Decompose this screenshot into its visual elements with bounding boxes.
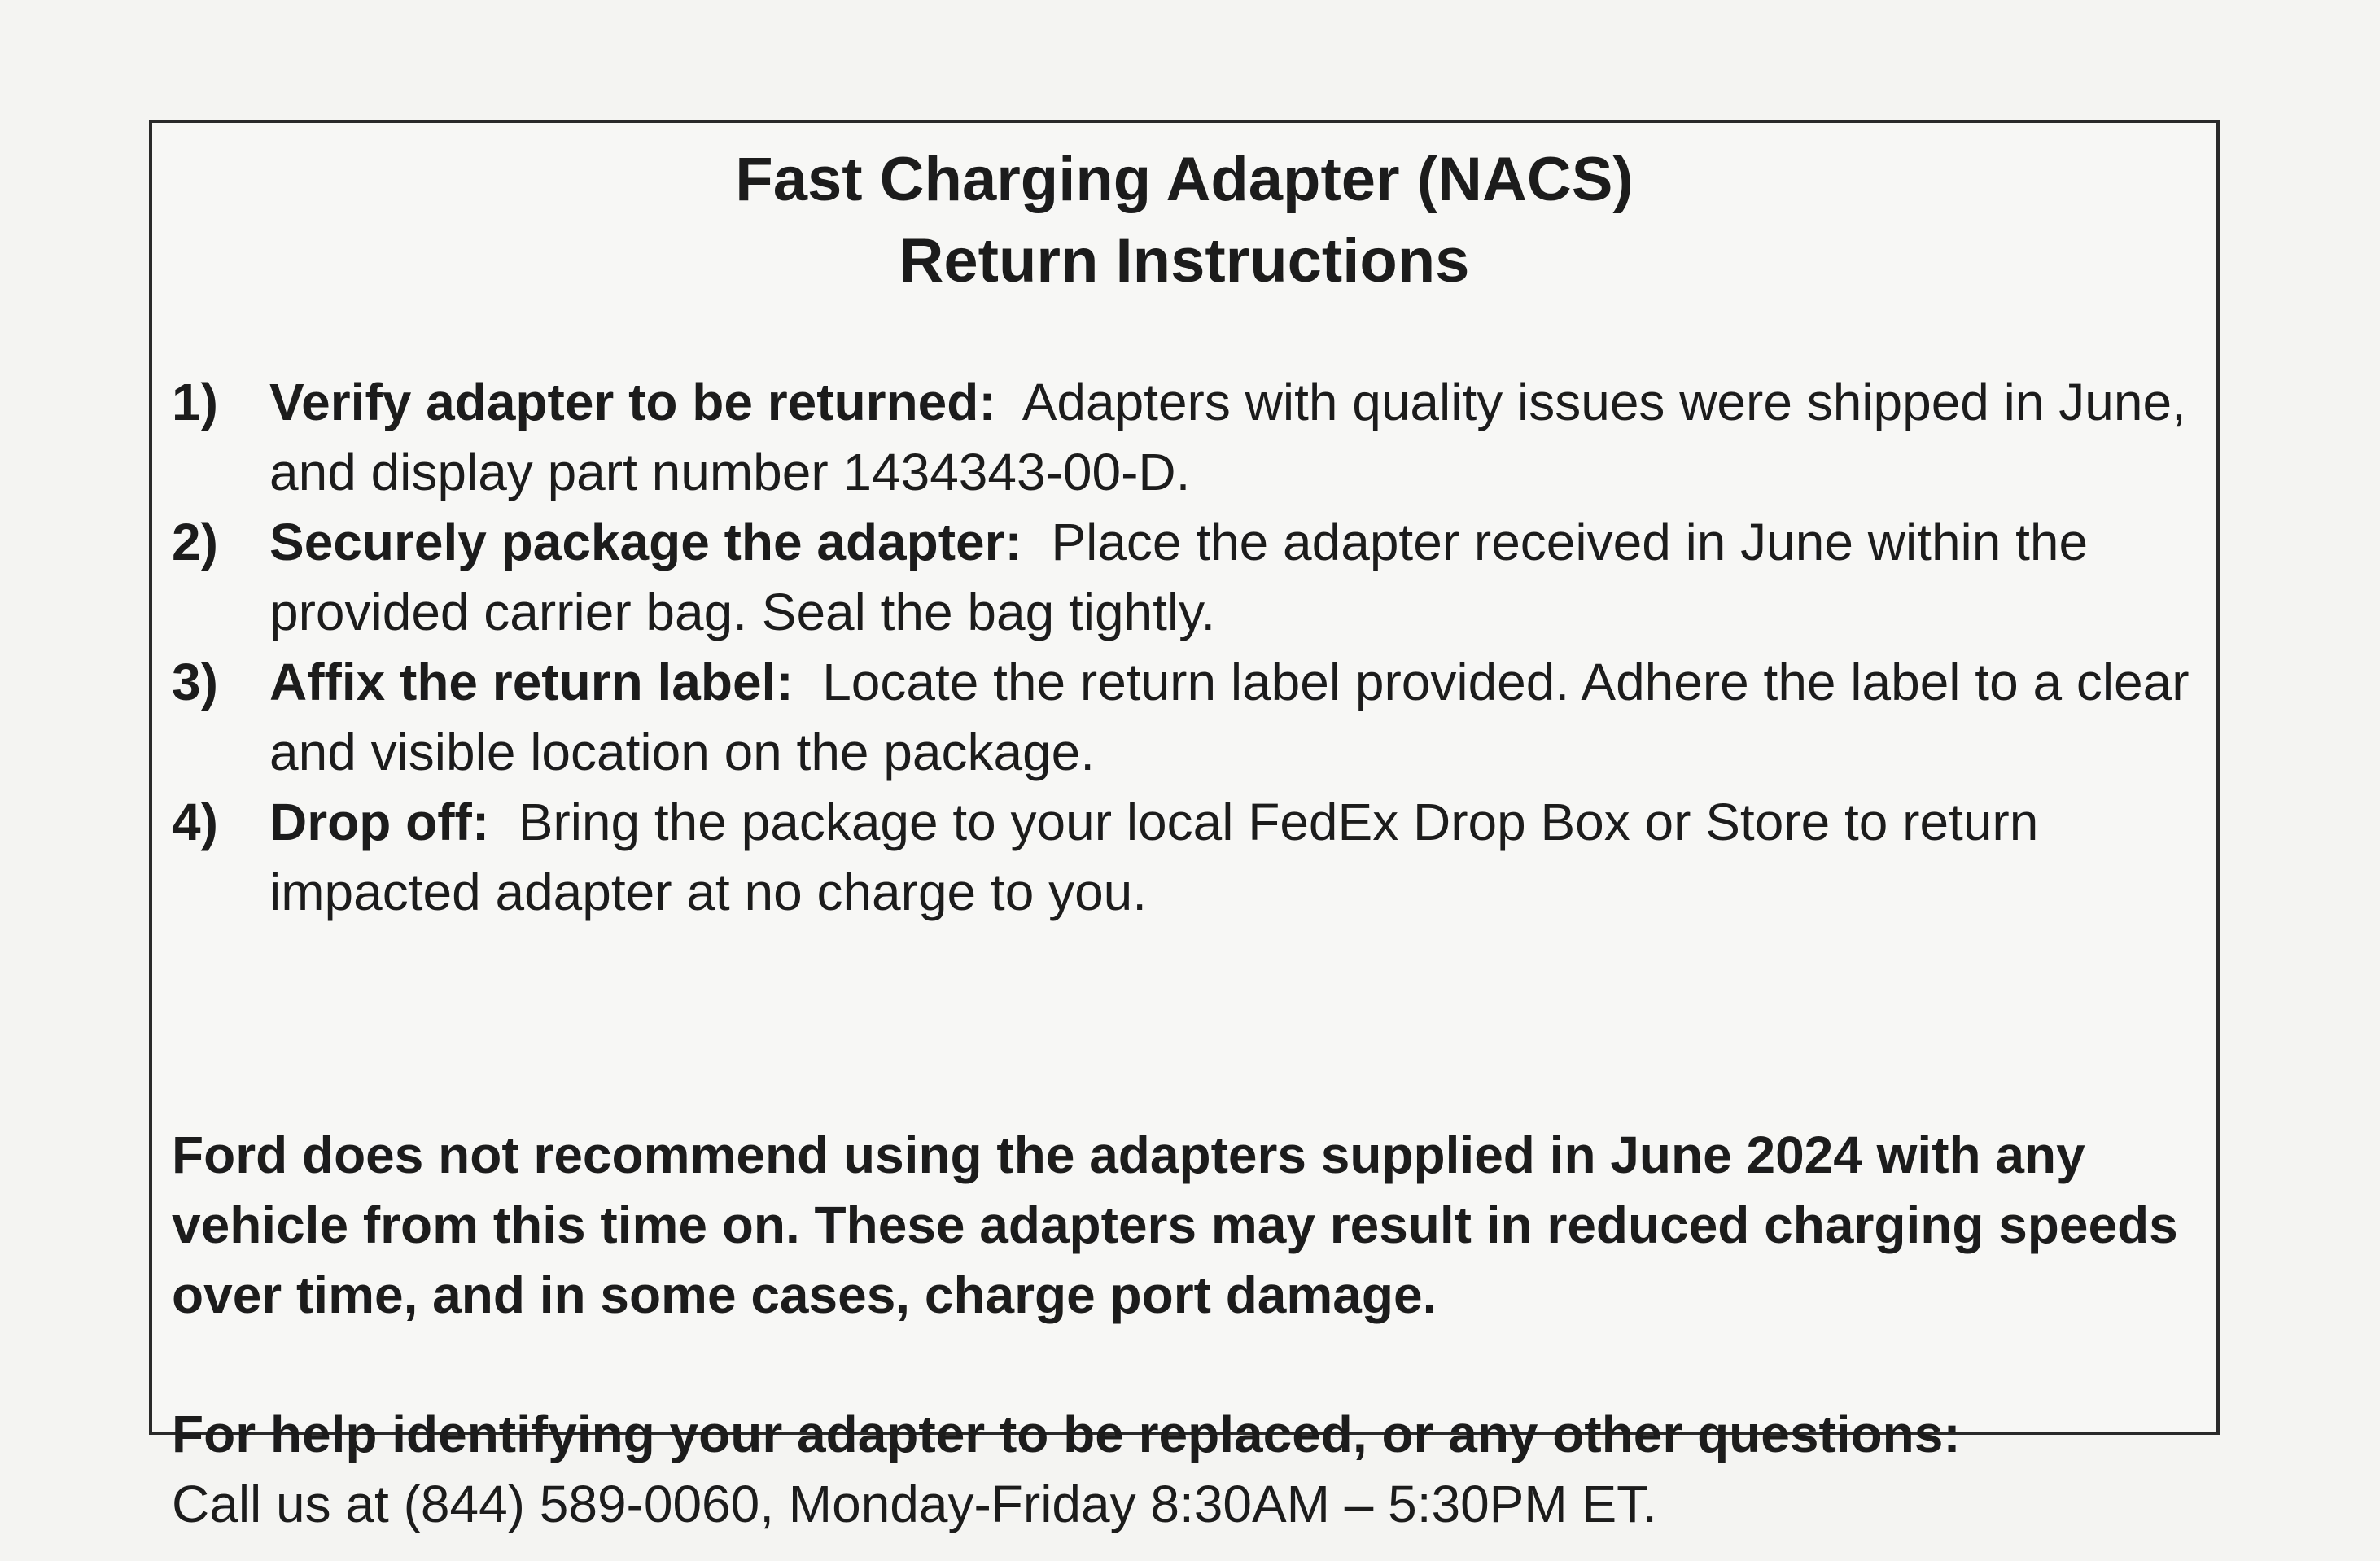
step-heading: Drop off: bbox=[269, 793, 490, 851]
title-line-2: Return Instructions bbox=[899, 226, 1470, 295]
step-package-adapter bbox=[172, 507, 2198, 647]
step-number: 1) bbox=[172, 373, 218, 431]
step-text: Locate the return label provided. Adhere the label to a clear and visible location on the package. bbox=[269, 653, 2190, 781]
help-heading: For help identifying your adapter to be replaced, or any other questions: bbox=[172, 1405, 1961, 1463]
step-verify-adapter bbox=[172, 367, 2198, 507]
help-contact bbox=[172, 1399, 2198, 1539]
instruction-steps bbox=[172, 367, 2198, 927]
return-instructions-notice bbox=[149, 120, 2220, 1533]
step-heading: Securely package the adapter: bbox=[269, 513, 1022, 571]
step-number: 3) bbox=[172, 653, 218, 711]
step-text: Bring the package to your local FedEx Drop Box or Store to return impacted adapter at no charge to you. bbox=[269, 793, 2039, 921]
step-heading: Verify adapter to be returned: bbox=[269, 373, 996, 431]
notice-title bbox=[152, 139, 2216, 302]
step-text: Adapters with quality issues were shipped in June, and display part number 1434343-00-D. bbox=[269, 373, 2186, 501]
step-number: 2) bbox=[172, 513, 218, 571]
step-text: Place the adapter received in June within the provided carrier bag. Seal the bag tightly. bbox=[269, 513, 2089, 641]
step-heading: Affix the return label: bbox=[269, 653, 794, 711]
safety-warning: Ford does not recommend using the adapters supplied in June 2024 with any vehicle from this time on. These adapters may result in reduced charging speeds over time, and in some cases, charge port damage. bbox=[172, 1126, 2178, 1324]
step-affix-label bbox=[172, 647, 2198, 787]
step-number: 4) bbox=[172, 793, 218, 851]
title-line-1: Fast Charging Adapter (NACS) bbox=[735, 145, 1634, 214]
step-drop-off bbox=[172, 787, 2198, 927]
phone-contact: Call us at (844) 589-0060, Monday-Friday 8:30AM – 5:30PM ET. bbox=[172, 1475, 1657, 1533]
